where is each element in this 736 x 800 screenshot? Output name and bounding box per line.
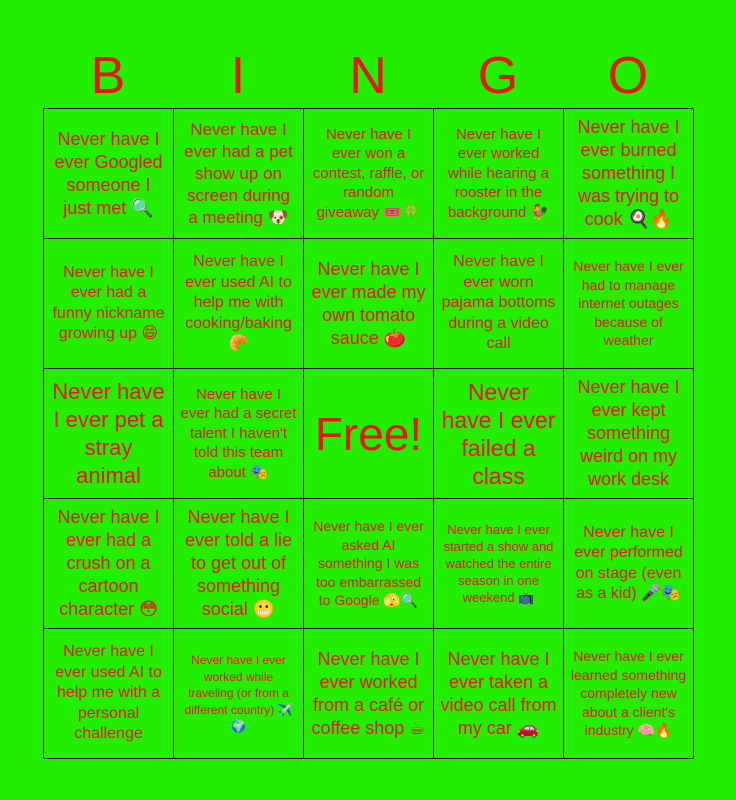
bingo-header (43, 44, 693, 108)
cell-text: Never have I ever burned something I was trying to cook 🍳🔥 (577, 117, 680, 229)
cell-text: Never have I ever taken a video call from my car 🚗 (440, 648, 557, 738)
cell-text: Never have I ever pet a stray animal (52, 378, 165, 488)
bingo-cell[interactable] (434, 499, 564, 629)
bingo-cell[interactable] (434, 109, 564, 239)
bingo-cell[interactable] (304, 109, 434, 239)
cell-text: Never have I ever had to manage internet outages because of weather (573, 258, 684, 349)
bingo-cell[interactable] (44, 239, 174, 369)
cell-text: Never have I ever used AI to help me with a personal challenge (55, 643, 162, 743)
bingo-cell[interactable] (304, 239, 434, 369)
bingo-cell[interactable] (44, 499, 174, 629)
bingo-cell[interactable] (304, 629, 434, 759)
header-letter-i: I (230, 47, 246, 105)
cell-text: Never have I ever had a funny nickname growing up 😄 (52, 263, 165, 342)
bingo-cell[interactable] (434, 629, 564, 759)
cell-text: Never have I ever used AI to help me with cooking/baking 🥐 (185, 253, 292, 353)
bingo-board (43, 108, 693, 758)
bingo-cell[interactable] (44, 109, 174, 239)
bingo-cell[interactable] (174, 499, 304, 629)
header-letter-b: B (90, 47, 126, 105)
header-letter-n: N (349, 47, 387, 105)
cell-text: Never have I ever learned something completely new about a client's industry 🧠🔥 (570, 648, 687, 739)
cell-text: Never have I ever had a crush on a cartoon character 😳 (57, 507, 160, 619)
cell-text: Never have I ever worked while hearing a rooster in the background 🐓 (447, 125, 550, 221)
free-space-text: Free! (314, 407, 423, 460)
cell-text: Never have I ever had a pet show up on screen during a meeting 🐶 (184, 119, 293, 227)
free-space[interactable] (304, 369, 434, 499)
cell-text: Never have I ever kept something weird on my work desk (577, 377, 680, 489)
bingo-cell[interactable] (174, 369, 304, 499)
bingo-cell[interactable] (304, 499, 434, 629)
bingo-cell[interactable] (44, 369, 174, 499)
bingo-cell[interactable] (174, 629, 304, 759)
bingo-cell[interactable] (434, 239, 564, 369)
header-letter-g: G (477, 47, 519, 105)
cell-text: Never have I ever performed on stage (even as a kid) 🎤🎭 (574, 523, 683, 602)
cell-text: Never have I ever worked while traveling (or from a different country) ✈️🌍 (184, 653, 293, 734)
bingo-cell[interactable] (434, 369, 564, 499)
bingo-cell[interactable] (564, 629, 694, 759)
cell-text: Never have I ever asked AI something I was too embarrassed to Google 🫣🔍 (313, 518, 424, 609)
cell-text: Never have I ever failed a class (441, 378, 556, 489)
cell-text: Never have I ever won a contest, raffle, or random giveaway 🎟️🍀 (312, 125, 425, 221)
cell-text: Never have I ever told a lie to get out of something social 😬 (184, 507, 293, 619)
bingo-cell[interactable] (174, 109, 304, 239)
bingo-cell[interactable] (44, 629, 174, 759)
bingo-cell[interactable] (564, 369, 694, 499)
cell-text: Never have I ever had a secret talent I haven't told this team about 🎭 (180, 385, 297, 481)
cell-text: Never have I ever worked from a café or coffee shop ☕ (311, 648, 426, 738)
bingo-cell[interactable] (174, 239, 304, 369)
bingo-cell[interactable] (564, 109, 694, 239)
bingo-cell[interactable] (564, 239, 694, 369)
cell-text: Never have I ever Googled someone I just met 🔍 (54, 128, 163, 218)
cell-text: Never have I ever worn pajama bottoms during a video call (441, 253, 556, 353)
cell-text: Never have I ever started a show and watched the entire season in one weekend 📺 (443, 522, 554, 605)
cell-text: Never have I ever made my own tomato sauce 🍅 (311, 258, 426, 348)
header-letter-o: O (607, 47, 649, 105)
bingo-cell[interactable] (564, 499, 694, 629)
